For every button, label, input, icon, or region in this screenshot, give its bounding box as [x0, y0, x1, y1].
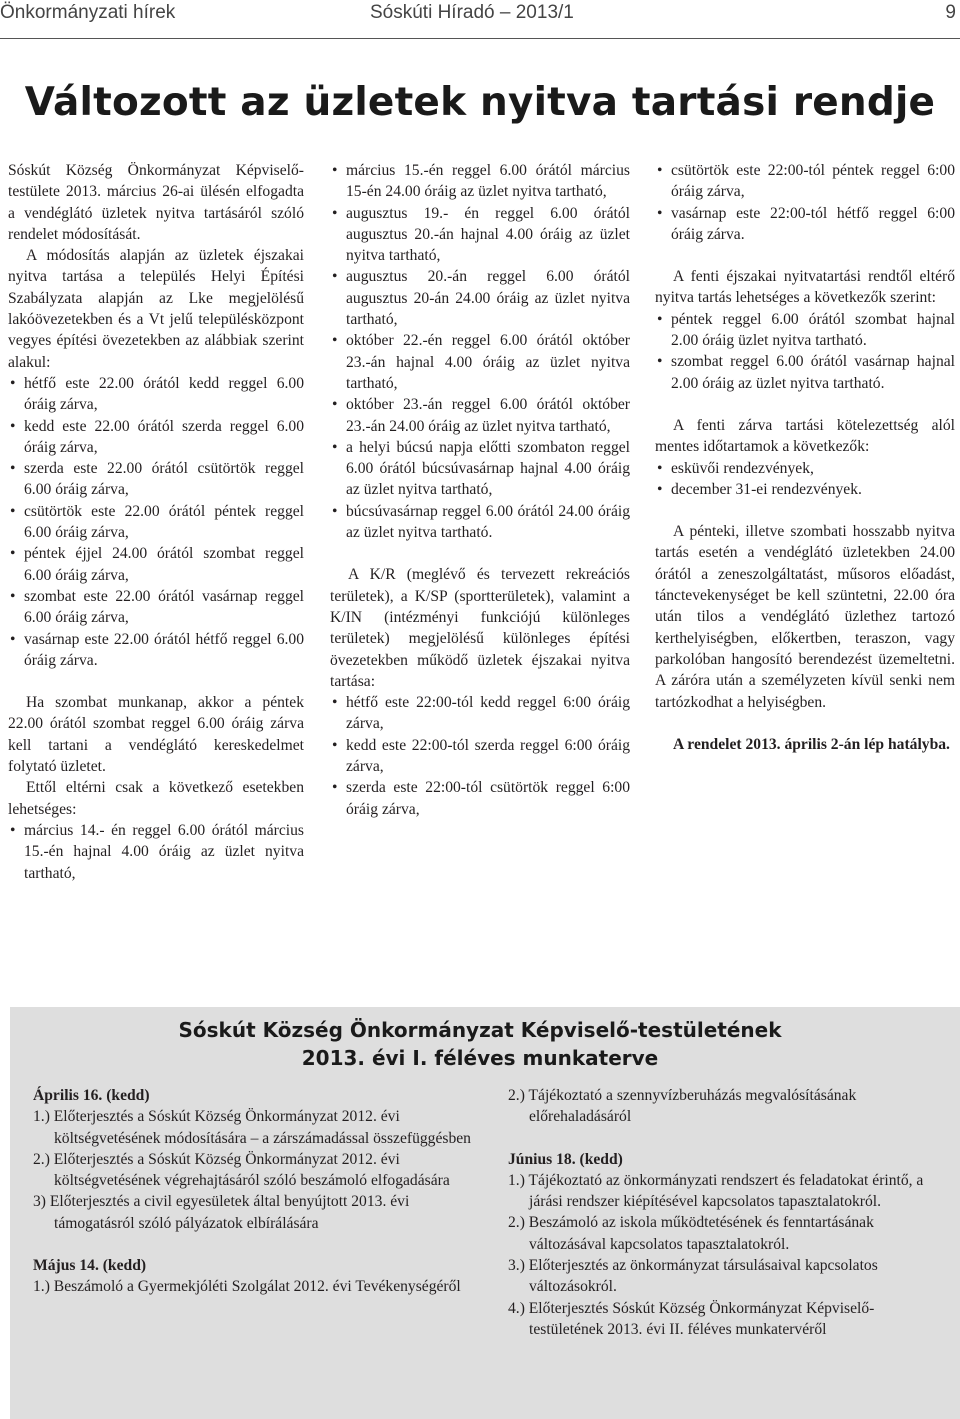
- list-item: • szombat reggel 6.00 órától vasárnap hajnal 2.00 óráig az üzlet nyitva tartható.: [655, 351, 955, 394]
- paragraph: A fenti éjszakai nyitvatartási rendtől eltérő nyitva tartás lehetséges a következők szerint:: [655, 268, 955, 307]
- paragraph: Ettől eltérni csak a következő esetekben lehetséges:: [8, 779, 304, 818]
- paragraph: A pénteki, illetve szombati hosszabb nyitva tartás esetén a vendéglátó üzletekben 24.00 órától a zeneszolgáltatást, műsoros előadást, tánctevekenységet be kell szüntetni, 22.00 óra után tilos a vendéglátó üzlethez tartozó kerthelyiségben, előkertben, teraszon, vagy parkolóban hangosító berendezést üzemeltetni. A záróra után a személyzeten kívül senki nem tartózkodhat a helyiségben.: [655, 523, 955, 711]
- paragraph: A fenti zárva tartási kötelezettség alól mentes időtartamok a következők:: [655, 416, 955, 456]
- list-item: • október 23.-án reggel 6.00 órától október 23.-án 24.00 óráig az üzlet nyitva tartható,: [330, 394, 630, 437]
- list-item: • augusztus 19.- én reggel 6.00 órától augusztus 20.-án hajnal 4.00 óráig az üzlet nyitva tartható,: [330, 203, 630, 267]
- list-item: • szerda este 22.00 órától csütörtök reggel 6.00 óráig zárva,: [8, 458, 304, 501]
- list-item: • vasárnap este 22.00 órától hétfő reggel 6.00 óráig zárva.: [8, 629, 304, 672]
- list-item: • március 15.-én reggel 6.00 órától március 15-én 24.00 óráig az üzlet nyitva tartható,: [330, 160, 630, 203]
- meeting-date: Április 16. (kedd): [33, 1087, 150, 1104]
- special-zone-list: [655, 160, 955, 245]
- paragraph: Sóskút Község Önkormányzat Képviselő-testülete 2013. március 26-ai ülésén elfogadta a vendéglátó üzletek nyitva tartásáról szóló rendelet módosítását.: [8, 162, 304, 243]
- agenda-item: 2.) Beszámoló az iskola működtetésének és fenntartásának változásával kapcsolatos tapasztalatokról.: [508, 1214, 874, 1253]
- workplan-title: [0, 1016, 960, 1072]
- article-column-3: [655, 160, 955, 755]
- exempt-events-list: [655, 458, 955, 501]
- running-header: [0, 0, 960, 40]
- list-item: • október 22.-én reggel 6.00 órától október 23.-án hajnal 4.00 óráig az üzlet nyitva tartható,: [330, 330, 630, 394]
- closing-hours-list: [8, 373, 304, 671]
- list-item: • kedd este 22.00 órától szerda reggel 6.00 óráig zárva,: [8, 416, 304, 459]
- workplan-title-line-2: 2013. évi I. féléves munkaterve: [301, 1046, 659, 1070]
- list-item: • március 14.- én reggel 6.00 órától március 15.-én hajnal 4.00 óráig az üzlet nyitva tartható,: [8, 820, 304, 884]
- list-item: • csütörtök este 22.00 órától péntek reggel 6.00 óráig zárva,: [8, 501, 304, 544]
- exceptions-list: [330, 160, 630, 543]
- agenda-item: 4.) Előterjesztés Sóskút Község Önkormányzat Képviselő-testületének 2013. évi II. féléves munkatervéről: [508, 1299, 875, 1338]
- list-item: • hétfő este 22.00 órától kedd reggel 6.00 óráig zárva,: [8, 373, 304, 416]
- workplan-column-left: [33, 1085, 473, 1298]
- list-item: • szerda este 22:00-tól csütörtök reggel 6:00 óráig zárva,: [330, 777, 630, 820]
- agenda-item: 1.) Tájékoztató az önkormányzati rendszert és feladatokat érintő, a járási rendszer kiépítésével kapcsolatos tapasztalatokról.: [508, 1171, 924, 1211]
- header-rule: [0, 38, 960, 39]
- list-item: • péntek reggel 6.00 órától szombat hajnal 2.00 óráig üzlet nyitva tartható.: [655, 309, 955, 352]
- publication-name: Sóskúti Híradó – 2013/1: [370, 2, 574, 23]
- article-title: Változott az üzletek nyitva tartási rendje: [24, 80, 936, 125]
- workplan-column-right: [508, 1085, 948, 1340]
- exceptions-list: [8, 820, 304, 884]
- agenda-item: 1.) Előterjesztés a Sóskút Község Önkormányzat 2012. évi költségvetésének módosítására – a zárszámadással összefüggésben: [33, 1108, 471, 1147]
- list-item: • esküvői rendezvények,: [655, 458, 955, 479]
- list-item: • szombat este 22.00 órától vasárnap reggel 6.00 óráig zárva,: [8, 586, 304, 629]
- workplan-title-line-1: Sóskút Község Önkormányzat Képviselő-testületének: [178, 1018, 782, 1042]
- page-number: 9: [945, 2, 956, 23]
- meeting-date: Május 14. (kedd): [33, 1257, 147, 1275]
- list-item: • péntek éjjel 24.00 órától szombat reggel 6.00 óráig zárva,: [8, 543, 304, 586]
- list-item: • augusztus 20.-án reggel 6.00 órától augusztus 20-án 24.00 óráig az üzlet nyitva tartható,: [330, 266, 630, 330]
- article-column-2: [330, 160, 630, 820]
- paragraph: Ha szombat munkanap, akkor a péntek 22.00 órától szombat reggel 6.00 óráig zárva kell tartani a vendéglátó kereskedelmet folytató üzletet.: [8, 694, 304, 776]
- list-item: • hétfő este 22:00-tól kedd reggel 6:00 óráig zárva,: [330, 692, 630, 735]
- article-column-1: [8, 160, 304, 884]
- list-item: • kedd este 22:00-tól szerda reggel 6:00 óráig zárva,: [330, 735, 630, 778]
- weekend-list: [655, 309, 955, 394]
- list-item: • búcsúvasárnap reggel 6.00 órától 24.00 óráig az üzlet nyitva tartható.: [330, 501, 630, 544]
- list-item: • a helyi búcsú napja előtti szombaton reggel 6.00 órától búcsúvasárnap hajnal 4.00 óráig az üzlet nyitva tartható,: [330, 437, 630, 501]
- meeting-date: Június 18. (kedd): [508, 1150, 623, 1168]
- list-item: • december 31-ei rendezvények.: [655, 479, 955, 500]
- special-zone-list: [330, 692, 630, 820]
- agenda-item: 2.) Előterjesztés a Sóskút Község Önkormányzat 2012. évi költségvetésének végrehajtásáról szóló beszámoló elfogadására: [33, 1150, 450, 1190]
- agenda-item: 1.) Beszámoló a Gyermekjóléti Szolgálat 2012. évi Tevékenységéről: [33, 1278, 461, 1296]
- agenda-item: 2.) Tájékoztató a szennyvízberuházás megvalósításának előrehaladásáról: [508, 1087, 857, 1126]
- section-name: Önkormányzati hírek: [0, 2, 176, 23]
- list-item: • vasárnap este 22:00-tól hétfő reggel 6:00 óráig zárva.: [655, 203, 955, 246]
- effective-date-note: A rendelet 2013. április 2-án lép hatályba.: [673, 735, 950, 753]
- agenda-item: 3) Előterjesztés a civil egyesületek által benyújtott 2013. évi támogatásról szóló pályázatok elbírálására: [33, 1193, 410, 1232]
- paragraph: A K/R (meglévő és tervezett rekreációs területek), a K/SP (sportterületek), valamint a K/IN (intézményi funkciójú különleges területek) megjelölésű különleges építési övezetekben működő üzletek éjszakai nyitva tartása:: [330, 566, 630, 690]
- list-item: • csütörtök este 22:00-tól péntek reggel 6:00 óráig zárva,: [655, 160, 955, 203]
- paragraph: A módosítás alapján az üzletek éjszakai nyitva tartása a település Helyi Építési Szabályzata alapján az Lke megjelölésű lakóövezetekben és a Vt jelű településközpont vegyes építési övezetekben az alábbiak szerint alakul:: [8, 247, 304, 371]
- agenda-item: 3.) Előterjesztés az önkormányzat társulásaival kapcsolatos változásokról.: [508, 1257, 878, 1296]
